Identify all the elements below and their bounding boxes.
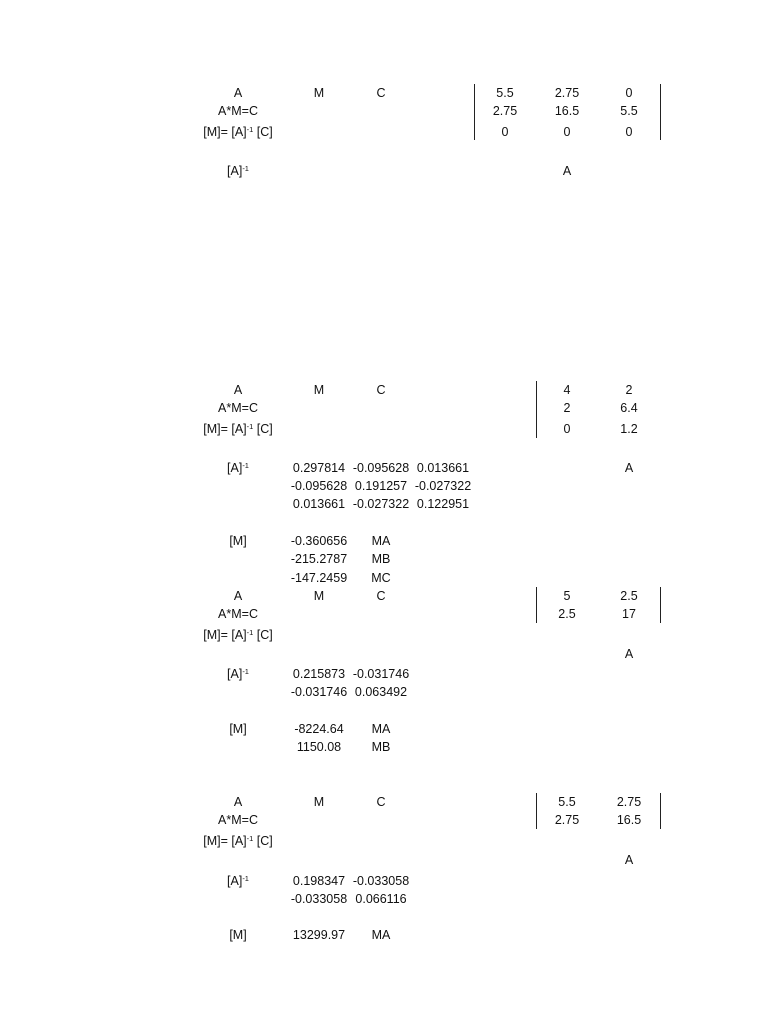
matrix-a-label: A [562, 164, 572, 178]
m-name: MA [371, 534, 391, 548]
matrix-cell: 16.5 [554, 104, 580, 118]
matrix-cell: 2.5 [558, 607, 576, 621]
m-name: MA [371, 928, 391, 942]
header-a: A [233, 86, 243, 100]
inverse-cell: -0.033058 [290, 892, 348, 906]
inverse-cell: 0.198347 [292, 874, 346, 888]
matrix-cell: 2.75 [492, 104, 518, 118]
inverse-cell: -0.031746 [352, 667, 410, 681]
matrix-cell: 0 [625, 125, 633, 139]
matrix-cell: 0 [563, 125, 571, 139]
inverse-cell: -0.095628 [352, 461, 410, 475]
matrix-right-bracket [660, 587, 661, 623]
header-m: M [313, 795, 325, 809]
m-label: [M] [229, 722, 247, 736]
matrix-right-bracket [660, 793, 661, 829]
inverse-cell: -0.031746 [290, 685, 348, 699]
m-value: -0.360656 [290, 534, 348, 548]
matrix-left-bracket [536, 381, 537, 438]
m-label: [M] [229, 534, 247, 548]
inverse-cell: -0.095628 [290, 479, 348, 493]
inverse-cell: 0.013661 [292, 497, 346, 511]
header-a: A [233, 383, 243, 397]
matrix-cell: 6.4 [620, 401, 638, 415]
matrix-cell: 0 [625, 86, 633, 100]
m-name: MB [371, 740, 391, 754]
header-a: A [233, 589, 243, 603]
matrix-cell: 5.5 [558, 795, 576, 809]
equation-amc: A*M=C [218, 104, 258, 118]
m-value: 1150.08 [296, 740, 342, 754]
equation-m-inverse: $[M]= [A]^{-1}$ [C] [203, 834, 273, 848]
inverse-cell: -0.033058 [352, 874, 410, 888]
equation-amc: A*M=C [218, 813, 258, 827]
header-m: M [313, 383, 325, 397]
header-c: C [376, 383, 386, 397]
m-value: -8224.64 [294, 722, 344, 736]
matrix-cell: 2.75 [554, 813, 580, 827]
matrix-cell: 5.5 [496, 86, 514, 100]
matrix-cell: 16.5 [616, 813, 642, 827]
matrix-cell: 4 [563, 383, 571, 397]
matrix-left-bracket [474, 84, 475, 140]
inverse-cell: -0.027322 [352, 497, 410, 511]
m-value: -215.2787 [290, 552, 348, 566]
m-name: MC [371, 571, 391, 585]
matrix-cell: 5 [563, 589, 571, 603]
inverse-cell: 0.013661 [416, 461, 470, 475]
matrix-a-label: A [624, 461, 634, 475]
m-value: -147.2459 [290, 571, 348, 585]
inverse-cell: 0.297814 [292, 461, 346, 475]
inverse-cell: 0.191257 [354, 479, 408, 493]
inverse-label: $[A]^{-1}$ [227, 874, 249, 888]
matrix-a-label: A [624, 853, 634, 867]
header-c: C [376, 589, 386, 603]
equation-m-inverse: $[M]= [A]^{-1}$ [C] [203, 422, 273, 436]
matrix-left-bracket [536, 793, 537, 829]
matrix-cell: 0 [501, 125, 509, 139]
matrix-right-bracket [660, 84, 661, 140]
matrix-a-label: A [624, 647, 634, 661]
m-name: MA [371, 722, 391, 736]
matrix-cell: 2 [563, 401, 571, 415]
header-c: C [376, 795, 386, 809]
inverse-label: $[A]^{-1}$ [227, 164, 249, 178]
matrix-cell: 2.75 [616, 795, 642, 809]
header-c: C [376, 86, 386, 100]
matrix-cell: 2.75 [554, 86, 580, 100]
inverse-cell: 0.122951 [416, 497, 470, 511]
matrix-cell: 2.5 [620, 589, 638, 603]
matrix-cell: 5.5 [620, 104, 638, 118]
inverse-cell: 0.063492 [354, 685, 408, 699]
m-label: [M] [229, 928, 247, 942]
header-m: M [313, 86, 325, 100]
inverse-cell: 0.215873 [292, 667, 346, 681]
matrix-cell: 17 [622, 607, 636, 621]
matrix-cell: 0 [563, 422, 571, 436]
matrix-cell: 1.2 [620, 422, 638, 436]
header-m: M [313, 589, 325, 603]
equation-amc: A*M=C [218, 401, 258, 415]
matrix-cell: 2 [625, 383, 633, 397]
inverse-cell: 0.066116 [355, 892, 407, 906]
inverse-label: $[A]^{-1}$ [227, 667, 249, 681]
header-a: A [233, 795, 243, 809]
equation-m-inverse: $[M]= [A]^{-1}$ [C] [203, 125, 273, 139]
m-name: MB [371, 552, 391, 566]
matrix-left-bracket [536, 587, 537, 623]
inverse-label: $[A]^{-1}$ [227, 461, 249, 475]
equation-amc: A*M=C [218, 607, 258, 621]
inverse-cell: -0.027322 [414, 479, 472, 493]
equation-m-inverse: $[M]= [A]^{-1}$ [C] [203, 628, 273, 642]
m-value: 13299.97 [292, 928, 346, 942]
